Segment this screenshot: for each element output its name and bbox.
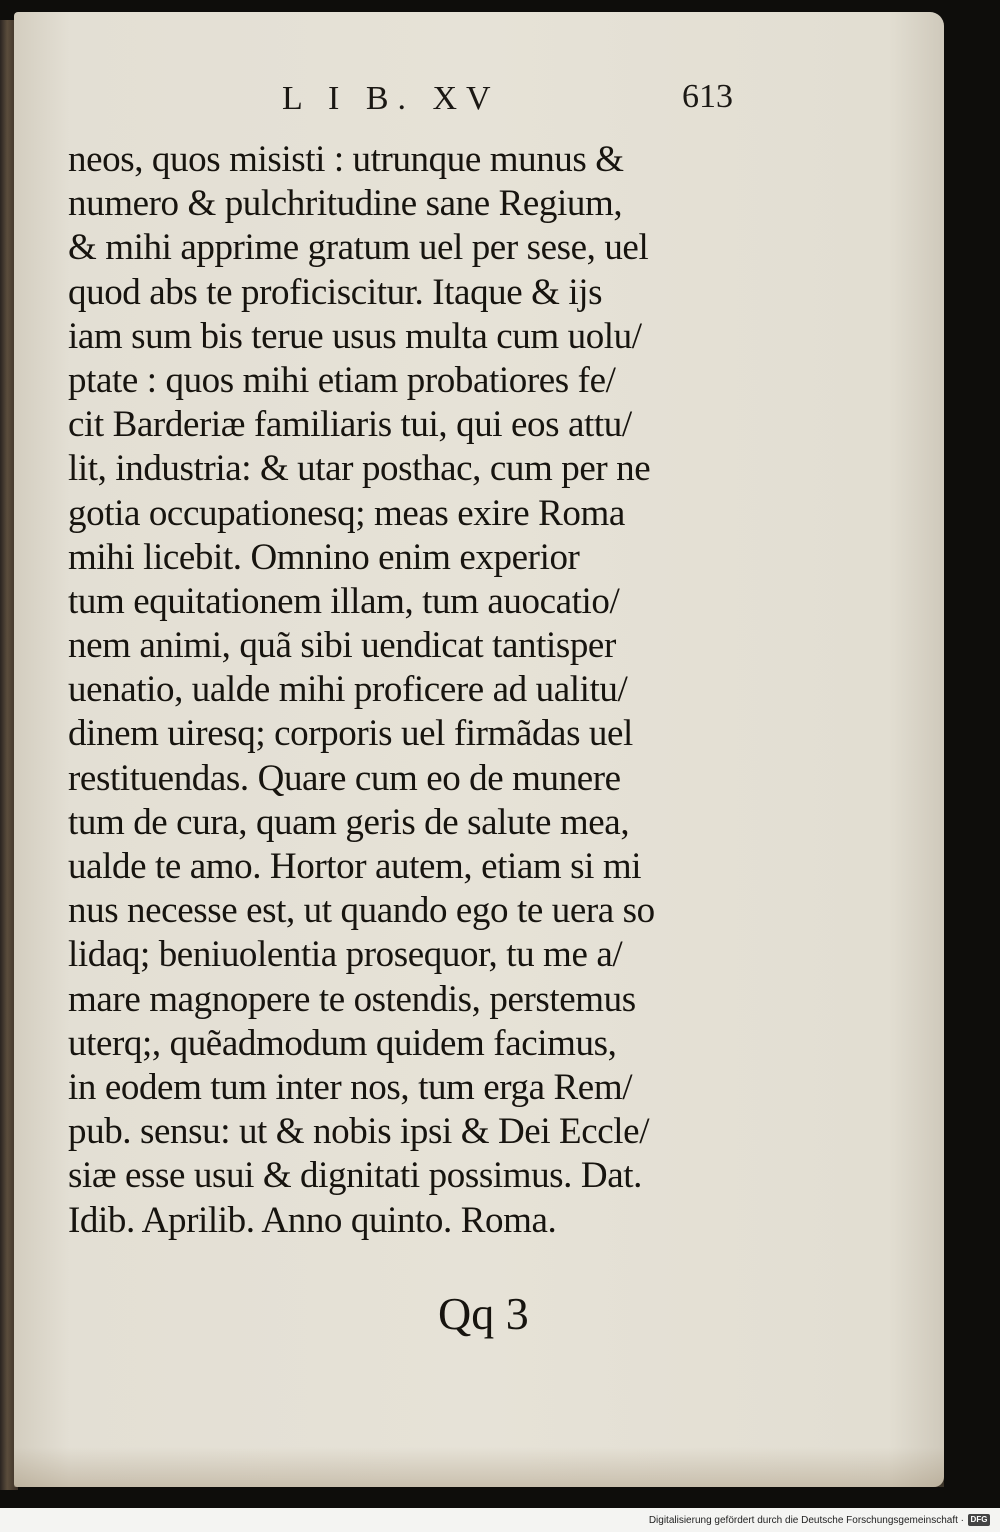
text-line: nus necesse est, ut quando ego te uera so bbox=[68, 890, 655, 932]
text-line: & mihi apprime gratum uel per sese, uel bbox=[68, 227, 649, 269]
text-line: lit, industria: & utar posthac, cum per ne bbox=[68, 448, 651, 490]
text-line: gotia occupationesq; meas exire Roma bbox=[68, 492, 625, 534]
body-text bbox=[68, 138, 758, 1243]
book-page bbox=[14, 12, 944, 1487]
text-line: Idib. Aprilib. Anno quinto. Roma. bbox=[68, 1199, 557, 1241]
text-line: uenatio, ualde mihi proficere ad ualitu/ bbox=[68, 669, 628, 711]
signature-mark: Qq 3 bbox=[438, 1288, 529, 1339]
text-line: in eodem tum inter nos, tum erga Rem/ bbox=[68, 1066, 633, 1108]
text-line: dinem uiresq; corporis uel firmãdas uel bbox=[68, 713, 633, 755]
text-line: mihi licebit. Omnino enim experior bbox=[68, 536, 580, 578]
text-line: uterq;, quẽadmodum quidem facimus, bbox=[68, 1022, 617, 1064]
text-line: tum de cura, quam geris de salute mea, bbox=[68, 801, 630, 843]
text-line: cit Barderiæ familiaris tui, qui eos attu/ bbox=[68, 404, 632, 446]
text-line: lidaq; beniuolentia prosequor, tu me a/ bbox=[68, 934, 623, 976]
text-line: numero & pulchritudine sane Regium, bbox=[68, 183, 623, 225]
running-head: L I B. XV bbox=[282, 80, 500, 117]
text-line: ualde te amo. Hortor autem, etiam si mi bbox=[68, 846, 642, 887]
text-line: iam sum bis terue usus multa cum uolu/ bbox=[68, 315, 642, 357]
text-line: nem animi, quã sibi uendicat tantisper bbox=[68, 625, 616, 667]
text-line: neos, quos misisti : utrunque munus & bbox=[68, 139, 624, 180]
text-line: ptate : quos mihi etiam probatiores fe/ bbox=[68, 359, 616, 401]
footer-credit[interactable]: Digitalisierung gefördert durch die Deutsche Forschungsgemeinschaft · bbox=[648, 1515, 964, 1526]
text-line: mare magnopere te ostendis, perstemus bbox=[68, 978, 636, 1020]
text-line: pub. sensu: ut & nobis ipsi & Dei Eccle/ bbox=[68, 1111, 650, 1153]
text-line: quod abs te proficiscitur. Itaque & ijs bbox=[68, 271, 603, 313]
text-line: tum equitationem illam, tum auocatio/ bbox=[68, 580, 620, 622]
dfg-logo[interactable]: DFG bbox=[968, 1514, 990, 1526]
page-number: 613 bbox=[682, 78, 733, 115]
text-line: siæ esse usui & dignitati possimus. Dat. bbox=[68, 1155, 642, 1197]
text-line: restituendas. Quare cum eo de munere bbox=[68, 757, 621, 799]
